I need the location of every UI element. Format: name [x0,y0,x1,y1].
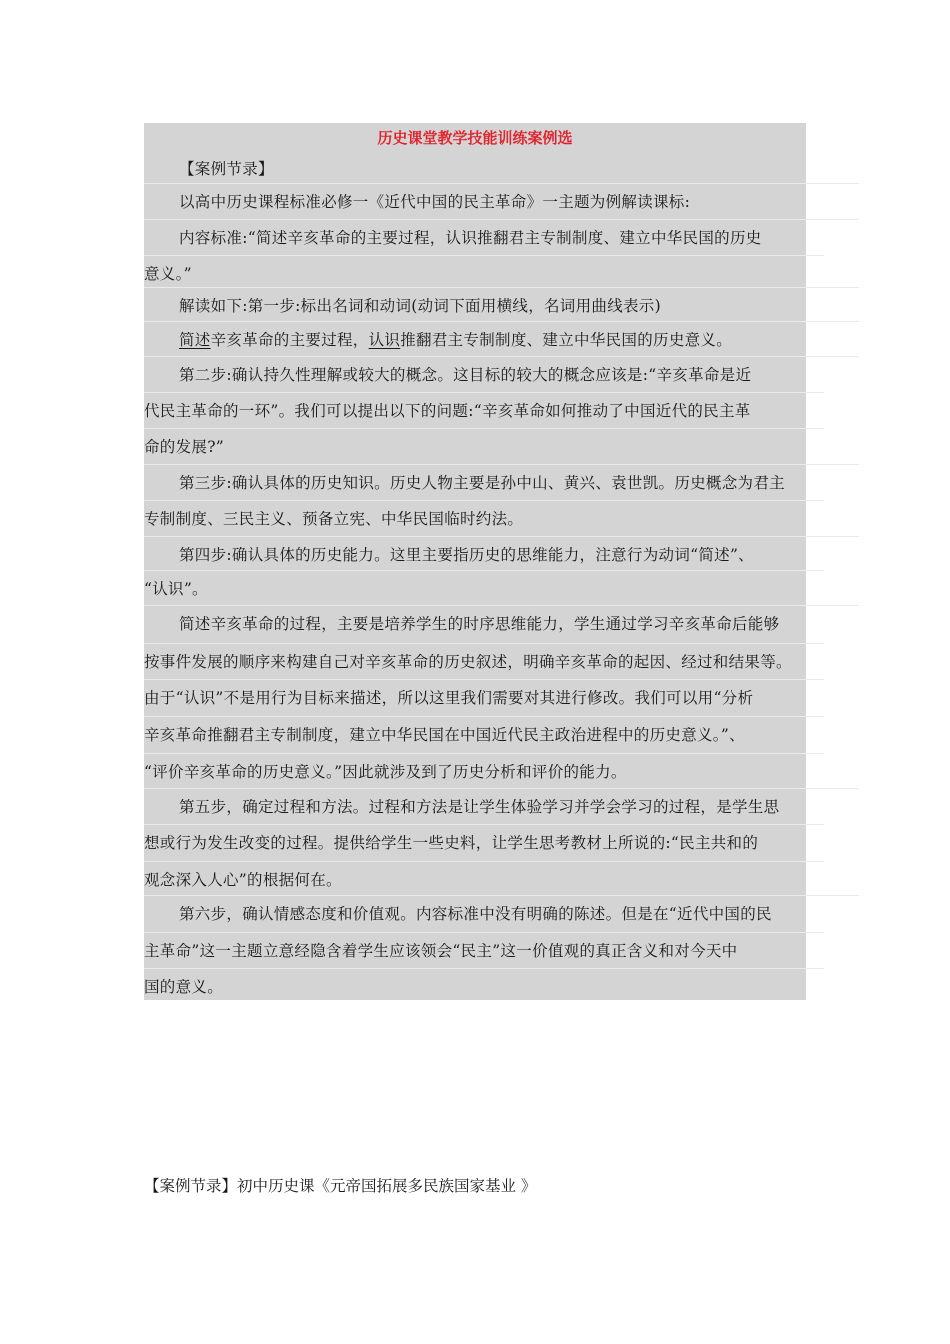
text-line: 想或行为发生改变的过程。提供给学生一些史料，让学生思考教材上所说的:“民主共和的 [144,824,824,862]
text-line: 辛亥革命推翻君主专制制度，建立中华民国在中国近代民主政治进程中的历史意义。”、 [144,716,824,754]
text-line: 内容标准:“简述辛亥革命的主要过程，认识推翻君主专制制度、建立中华民国的历史 [144,219,859,257]
text-line: 第三步:确认具体的历史知识。历史人物主要是孙中山、黄兴、袁世凯。历史概念为君主 [144,464,859,502]
objective-text: 推翻君主专制制度、建立中华民国的历史意义。 [400,331,733,349]
text-line: 专制制度、三民主义、预备立宪、中华民国临时约法。 [144,500,824,538]
text-line: “认识”。 [144,570,824,608]
text-line: 观念深入人心”的根据何在。 [144,861,824,899]
text-line: 主革命”这一主题立意经隐含着学生应该领会“民主”这一价值观的真正含义和对今天中 [144,932,824,970]
text-line: “评价辛亥革命的历史意义。”因此就涉及到了历史分析和评价的能力。 [144,753,824,791]
verb-underlined: 简述 [179,331,211,349]
text-line: 国的意义。 [144,968,824,1006]
text-line: 简述辛亥革命的过程，主要是培养学生的时序思维能力，学生通过学习辛亥革命后能够 [144,605,859,643]
verb-underlined: 认识 [368,331,401,349]
text-line: 第四步:确认具体的历史能力。这里主要指历史的思维能力，注意行为动词“简述”、 [144,536,859,574]
section-label: 【案例节录】 [179,160,274,178]
text-line: 第六步，确认情感态度和价值观。内容标准中没有明确的陈述。但是在“近代中国的民 [144,895,859,933]
text-line: 按事件发展的顺序来构建自己对辛亥革命的历史叙述，明确辛亥革命的起因、经过和结果等。 [144,643,824,681]
text-line: 第二步:确认持久性理解或较大的概念。这目标的较大的概念应该是:“辛亥革命是近 [144,356,859,394]
text-line: 由于“认识”不是用行为目标来描述，所以这里我们需要对其进行修改。我们可以用“分析 [144,679,824,717]
text-line: 命的发展?” [144,428,824,466]
text-line: 第五步，确定过程和方法。过程和方法是让学生体验学习并学会学习的过程，是学生思 [144,788,859,826]
text-line: 意义。” [144,255,824,293]
objective-text: 辛亥革命的主要过程， [210,331,369,349]
text-line: 以高中历史课程标准必修一《近代中国的民主革命》一主题为例解读课标: [144,183,859,221]
text-line: 解读如下:第一步:标出名词和动词(动词下面用横线，名词用曲线表示) [144,287,859,325]
text-line: 代民主革命的一环”。我们可以提出以下的问题:“辛亥革命如何推动了中国近代的民主革 [144,392,824,430]
document-title: 历史课堂教学技能训练案例选 [377,129,573,147]
case-footer-heading: 【案例节录】初中历史课《元帝国拓展多民族国家基业 》 [144,1177,537,1195]
underlined-objective-line [144,321,859,359]
